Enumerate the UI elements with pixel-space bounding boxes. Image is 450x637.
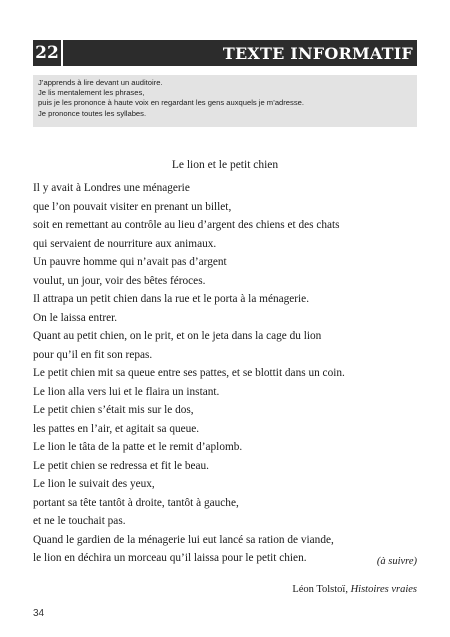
page-number-badge: 22 — [35, 43, 59, 63]
story-line: Quant au petit chien, on le prit, et on le jeta dans la cage du lion — [33, 330, 322, 342]
instruction-line: Je prononce toutes les syllabes. — [38, 108, 147, 118]
instruction-line: puis je les prononce à haute voix en regardant les gens auxquels je m’adresse. — [38, 98, 304, 108]
story-line: le lion en déchira un morceau qu’il laissa pour le petit chien. — [33, 552, 307, 564]
story-line: On le laissa entrer. — [33, 311, 118, 324]
author-name: Léon Tolstoï, — [292, 584, 348, 595]
story-line: Le lion alla vers lui et le flaira un instant. — [33, 385, 220, 398]
story-line: que l’on pouvait visiter en prenant un billet, — [33, 200, 232, 213]
story-title: Le lion et le petit chien — [171, 159, 279, 171]
story-line: qui servaient de nourriture aux animaux. — [33, 237, 217, 250]
instructions-box — [33, 75, 417, 127]
story-line: soit en remettant au contrôle au lieu d’argent des chiens et des chats — [33, 219, 340, 231]
attribution — [292, 584, 417, 595]
story-line: Le lion le tâta de la patte et le remit d’aplomb. — [33, 441, 243, 453]
instruction-line: J’apprends à lire devant un auditoire. — [38, 78, 163, 87]
story-line: Le petit chien mit sa queue entre ses pattes, et se blottit dans un coin. — [33, 367, 345, 379]
page-footer-number: 34 — [33, 608, 45, 619]
continuation-note: (à suivre) — [376, 556, 417, 567]
story-line: Le lion le suivait des yeux, — [33, 478, 155, 490]
story-line: Le petit chien se redressa et fit le beau. — [33, 459, 209, 472]
story-line: et ne le touchait pas. — [33, 515, 126, 527]
story-line: portant sa tête tantôt à droite, tantôt à gauche, — [33, 496, 239, 509]
story-line: Il attrapa un petit chien dans la rue et le porta à la ménagerie. — [33, 293, 310, 305]
story-text — [33, 179, 417, 568]
story-line: Quand le gardien de la ménagerie lui eut lancé sa ration de viande, — [33, 533, 334, 546]
story-line: Le petit chien s’était mis sur le dos, — [33, 404, 194, 416]
story-line: Il y avait à Londres une ménagerie — [33, 182, 190, 194]
section-title: TEXTE INFORMATIF — [222, 43, 413, 63]
section-header — [33, 40, 417, 66]
story-line: Un pauvre homme qui n’avait pas d’argent — [33, 256, 227, 268]
story-line: pour qu’il en fit son repas. — [33, 348, 153, 361]
instruction-line: Je lis mentalement les phrases, — [38, 88, 145, 98]
story-line: les pattes en l’air, et agitait sa queue. — [33, 422, 200, 435]
story-line: voulut, un jour, voir des bêtes féroces. — [33, 274, 206, 287]
work-title: Histoires vraies — [350, 584, 417, 595]
